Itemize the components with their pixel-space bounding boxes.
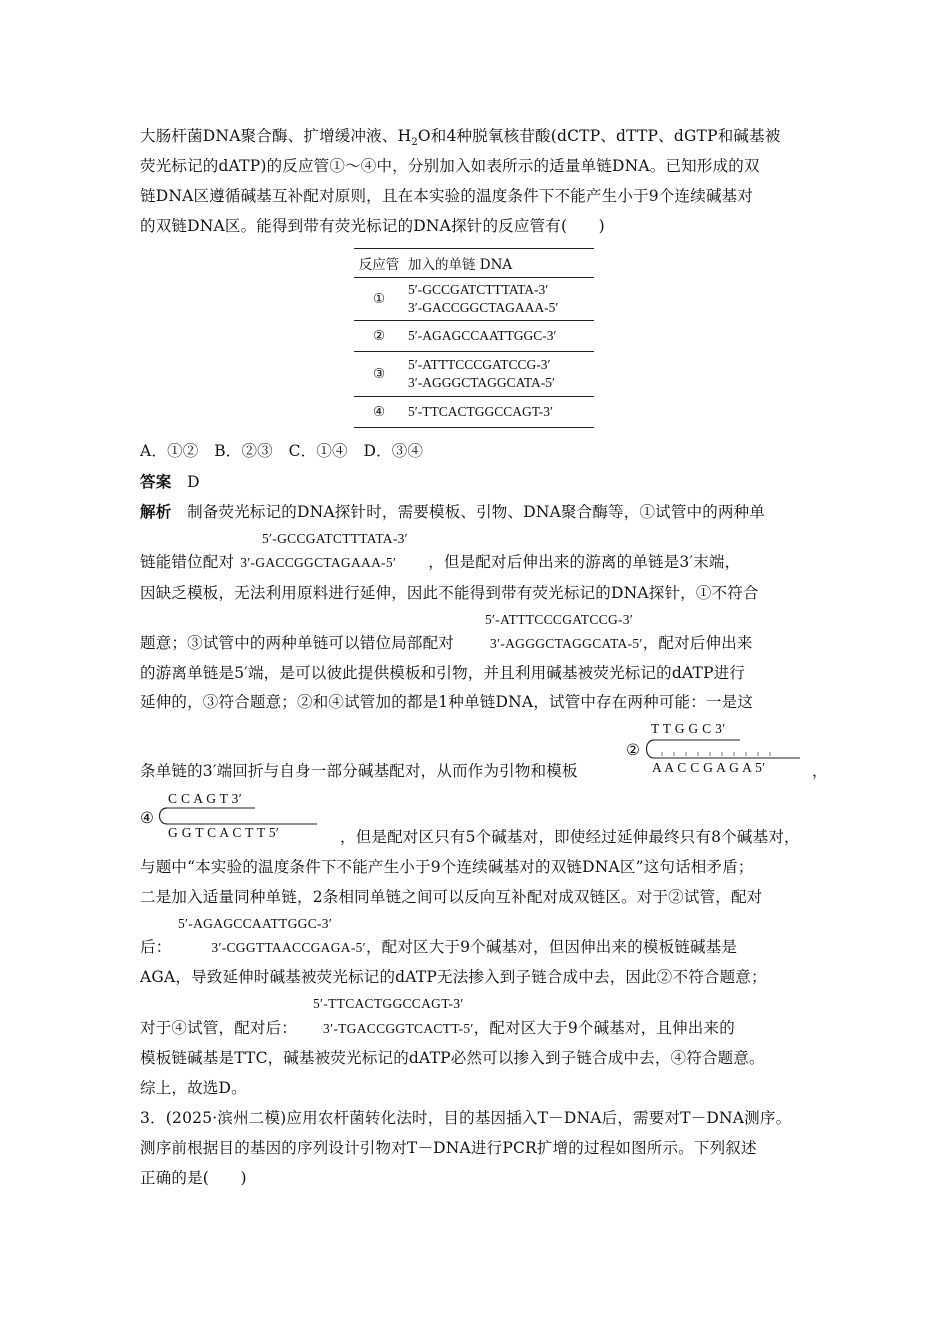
dna-sequence: 5′-TTCACTGGCCAGT-3′ [408, 404, 553, 419]
analysis-line-3: 因缺乏模板，无法利用原料进行延伸，因此不能得到带有荧光标记的DNA探针，①不符合 [140, 584, 759, 602]
dna-sequence: 5′-GCCGATCTTTATA-3′ [408, 282, 549, 297]
question-line-2: 荧光标记的dATP)的反应管①～④中，分别加入如表所示的适量单链DNA。已知形成的双 [140, 157, 760, 175]
table-row [354, 321, 594, 352]
analysis-line-1: 解析 制备荧光标记的DNA探针时，需要模板、引物、DNA聚合酶等，①试管中的两种单 [140, 502, 766, 521]
question3-line-3: 正确的是( ) [140, 1169, 247, 1187]
question-line-4: 的双链DNA区。能得到带有荧光标记的DNA探针的反应管有( ) [140, 217, 605, 235]
analysis-line-10: 二是加入适量同种单链，2条相同单链之间可以反向互补配对成双链区。对于②试管，配对 [140, 888, 763, 906]
dna-sequence: 3′-GACCGGCTAGAAA-5′ [408, 300, 559, 315]
hairpin4-number: ④ [140, 809, 155, 827]
table-row [354, 352, 594, 397]
table-row [354, 278, 594, 321]
analysis-line-8: ，但是配对区只有5个碱基对，即使经过延伸最终只有8个碱基对， [340, 828, 800, 846]
question-line-3: 链DNA区遵循碱基互补配对原则，且在本实验的温度条件下不能产生小于9个连续碱基对 [140, 187, 754, 205]
hairpin4-top-strand: C C A G T 3′ [168, 791, 242, 806]
analysis-line-14: 模板链碱基是TTC，碱基被荧光标记的dATP必然可以掺入到子链合成中去，④符合题意。 [140, 1049, 765, 1067]
answer-value: D [187, 473, 200, 491]
analysis-line-2: 链能错位配对 3′-GACCGGCTAGAAA-5′ ，但是配对后伸出来的游离的单链是3′末端， [140, 553, 741, 571]
tube4-pair-top: 5′-TTCACTGGCCAGT-3′ [313, 996, 464, 1011]
tube3-pair-top: 5′-ATTTCCCGATCCG-3′ [485, 612, 634, 627]
question3-line-1: 3．(2025·滨州二模)应用农杆菌转化法时，目的基因插入T－DNA后，需要对T－DNA测序。 [140, 1109, 792, 1127]
tube2-pair-bottom: 3′-CGGTTAACCGAGA-5′ [211, 940, 366, 955]
tube3-pair-bottom: 3′-AGGGCTAGGCATA-5′ [490, 636, 643, 651]
analysis-line-12: AGA，导致延伸时碱基被荧光标记的dATP无法掺入到子链合成中去，因此②不符合题意； [140, 968, 767, 986]
tube-number: ② [354, 321, 404, 352]
tube-number: ③ [354, 352, 404, 397]
answer-options: A．①② B．②③ C．①④ D．③④ [140, 442, 424, 460]
dna-sequence: 3′-AGGGCTAGGCATA-5′ [408, 375, 555, 390]
hairpin2-top-strand: T T G G C 3′ [651, 721, 726, 736]
hairpin2-number: ② [626, 741, 641, 759]
analysis-line-9: 与题中“本实验的温度条件下不能产生小于9个连续碱基对的双链DNA区”这句话相矛盾； [140, 858, 754, 876]
analysis-line-11: 后： 3′-CGGTTAACCGAGA-5′，配对区大于9个碱基对，但因伸出来的模板链碱基是 [140, 938, 738, 956]
tube2-pair-top: 5′-AGAGCCAATTGGC-3′ [178, 916, 333, 931]
table-row [354, 397, 594, 428]
table-header-tube: 反应管 [354, 249, 404, 278]
question3-line-2: 测序前根据目的基因的序列设计引物对T－DNA进行PCR扩增的过程如图所示。下列叙述 [140, 1139, 757, 1157]
analysis-line-4: 题意；③试管中的两种单链可以错位局部配对 3′-AGGGCTAGGCATA-5′，配对后伸出来 [140, 634, 753, 652]
hairpin2-bottom-strand: A A C C G A G A 5′ [652, 760, 766, 775]
analysis-label: 解析 [140, 502, 172, 521]
reaction-tube-table [354, 248, 594, 428]
table-header-dna: 加入的单链 DNA [404, 249, 594, 278]
hairpin4-bottom-strand: G G T C A C T T 5′ [168, 825, 280, 840]
tube-number: ① [354, 278, 404, 321]
dna-sequence: 5′-AGAGCCAATTGGC-3′ [408, 328, 557, 343]
analysis-line-5: 的游离单链是5′端，是可以彼此提供模板和引物，并且利用碱基被荧光标记的dATP进行 [140, 664, 746, 682]
tube1-pair-bottom: 3′-GACCGGCTAGAAA-5′ [240, 555, 397, 570]
tube-number: ④ [354, 397, 404, 428]
analysis-line-13: 对于④试管，配对后： 3′-TGACCGGTCACTT-5′，配对区大于9个碱基对，且伸出来的 [140, 1019, 735, 1037]
dna-sequence: 5′-ATTTCCCGATCCG-3′ [408, 357, 551, 372]
answer-line [140, 472, 200, 492]
question-line-1: 大肠杆菌DNA聚合酶、扩增缓冲液、$H_2O$和4种脱氧核苷酸(dCTP、dTTP、dGTP和碱基被 [140, 127, 781, 149]
analysis-line-7: 条单链的3′端回折与自身一部分碱基配对，从而作为引物和模板 ， [140, 762, 828, 780]
analysis-line-6: 延伸的，③符合题意；②和④试管加的都是1种单链DNA，试管中存在两种可能：一是这 [140, 693, 754, 711]
analysis-line-15: 综上，故选D。 [140, 1079, 247, 1097]
tube1-pair-top: 5′-GCCGATCTTTATA-3′ [262, 531, 408, 546]
tube4-pair-bottom: 3′-TGACCGGTCACTT-5′ [323, 1021, 474, 1036]
answer-label: 答案 [140, 472, 172, 491]
